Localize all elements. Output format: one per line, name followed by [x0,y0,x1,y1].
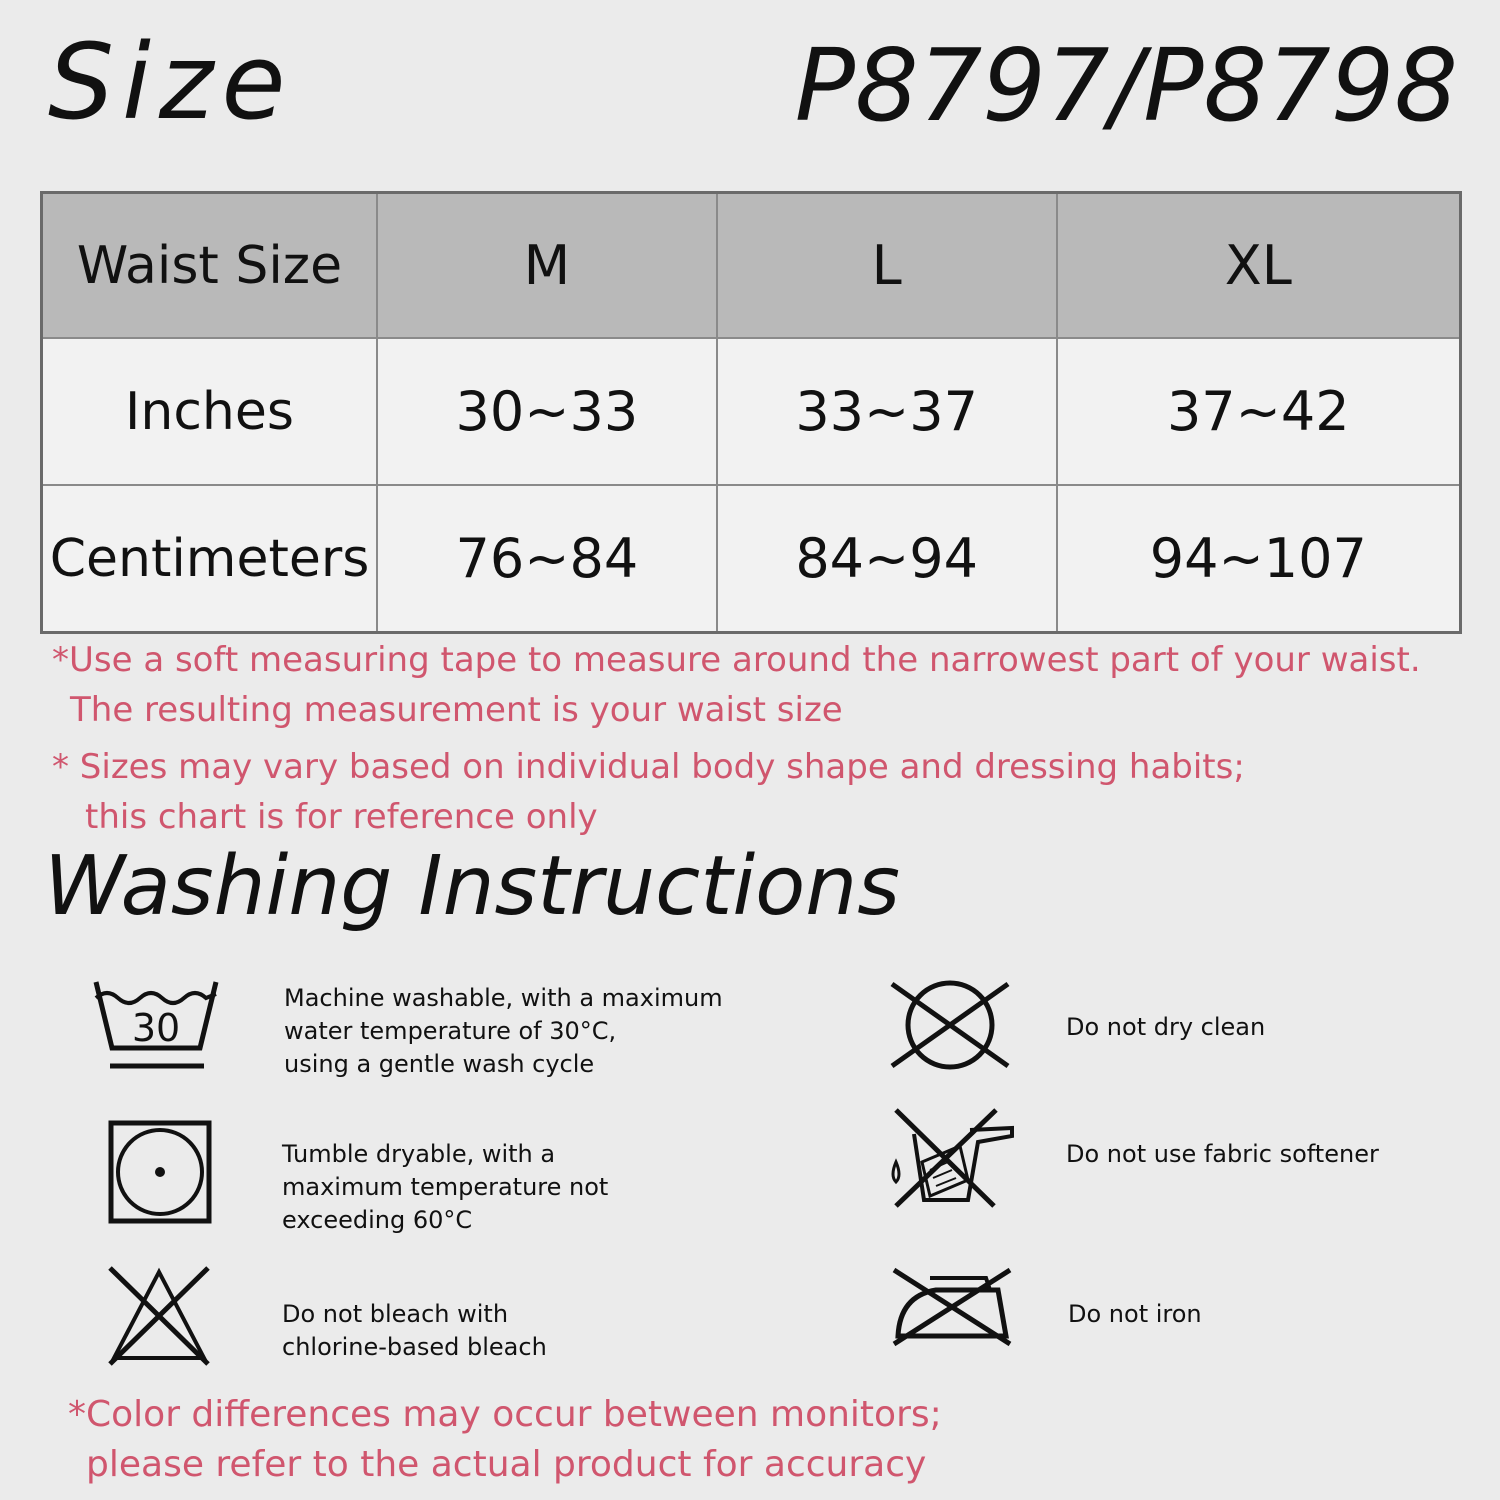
column-header-xl: XL [1057,193,1461,339]
measure-note-line1: *Use a soft measuring tape to measure around the narrowest part of your waist. [52,640,1421,680]
no-dry-clean-text: Do not dry clean [1066,1013,1266,1041]
no-bleach-icon [106,1264,212,1368]
no-bleach-text [282,1298,547,1364]
no-dry-clean-icon [888,980,1012,1070]
table-cell: 84~94 [717,485,1057,633]
table-cell: 94~107 [1057,485,1461,633]
product-code: P8797/P8798 [794,27,1458,144]
no-bleach-line1: Do not bleach with [282,1300,509,1328]
size-title: Size [48,21,294,143]
table-row-inches [42,338,1461,485]
wash-temp-number: 30 [131,1006,181,1050]
vary-note-line1: * Sizes may vary based on individual body shape and dressing habits; [52,747,1245,787]
color-note-line1: *Color differences may occur between monitors; [68,1394,942,1435]
color-note-line2: please refer to the actual product for accuracy [86,1444,927,1485]
no-bleach-line2: chlorine-based bleach [282,1333,547,1361]
no-fabric-softener-text: Do not use fabric softener [1066,1140,1379,1168]
tumble-dry-icon [108,1120,212,1224]
table-cell: 37~42 [1057,338,1461,485]
vary-note-line2: this chart is for reference only [85,797,598,837]
no-iron-icon [890,1266,1014,1348]
table-cell: 76~84 [377,485,717,633]
no-iron-text: Do not iron [1068,1300,1202,1328]
row-label-inches: Inches [42,338,378,485]
table-row-centimeters [42,485,1461,633]
size-table [40,191,1462,634]
row-label-centimeters: Centimeters [42,485,378,633]
machine-wash-text [284,982,723,1081]
washing-instructions-title: Washing Instructions [44,839,900,934]
machine-wash-line3: using a gentle wash cycle [284,1050,595,1078]
wash-tub-30-icon [92,978,222,1074]
table-header-row [42,193,1461,339]
tumble-dry-line2: maximum temperature not [282,1173,609,1201]
tumble-dry-text [282,1138,608,1237]
table-cell: 30~33 [377,338,717,485]
tumble-dry-line3: exceeding 60°C [282,1206,473,1234]
column-header-m: M [377,193,717,339]
no-fabric-softener-icon [886,1106,1018,1210]
table-cell: 33~37 [717,338,1057,485]
tumble-dry-line1: Tumble dryable, with a [282,1140,556,1168]
machine-wash-line2: water temperature of 30°C, [284,1017,617,1045]
column-header-waist-size: Waist Size [42,193,378,339]
measure-note-line2: The resulting measurement is your waist size [70,690,843,730]
column-header-l: L [717,193,1057,339]
machine-wash-line1: Machine washable, with a maximum [284,984,723,1012]
